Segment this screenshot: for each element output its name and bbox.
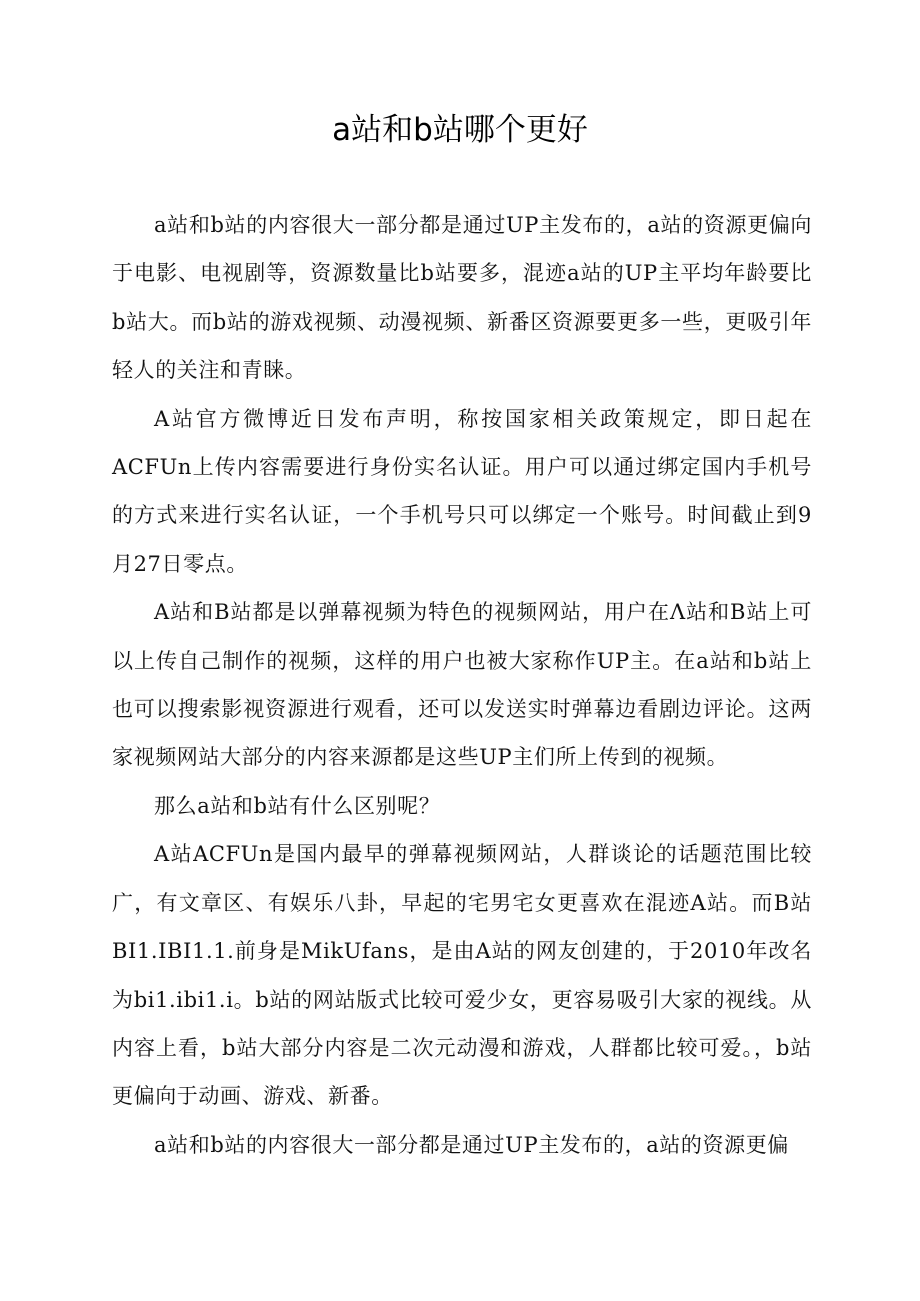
paragraph: a站和b站的内容很大一部分都是通过UP主发布的，a站的资源更偏向于电影、电视剧等，资源数量比b站要多，混迹a站的UP主平均年龄要比b站大。而b站的游戏视频、动漫视频、新番区资源要更多一些，更吸引年轻人的关注和青睐。 xyxy=(112,213,812,383)
paragraph: 那么a站和b站有什么区别呢？ xyxy=(154,793,441,818)
paragraph: A站ACFUn是国内最早的弹幕视频网站，人群谈论的话题范围比较广，有文章区、有娱乐八卦，早起的宅男宅女更喜欢在混迹A站。而B站BI1.IBI1.1.前身是MikUfans，是由A站的网友创建的，于2010年改名为bi1.ibi1.i。b站的网站版式比较可爱少女，更容易吸引大家的视线。从内容上看，b站大部分内容是二次元动漫和游戏，人群都比较可爱。，b站更偏向于动画、游戏、新番。 xyxy=(112,842,812,1109)
paragraph: A站和B站都是以弹幕视频为特色的视频网站，用户在Λ站和B站上可以上传自己制作的视频，这样的用户也被大家称作UP主。在a站和b站上也可以搜索影视资源进行观看，还可以发送实时弹幕边看剧边评论。这两家视频网站大部分的内容来源都是这些UP主们所上传到的视频。 xyxy=(112,600,812,770)
paragraph: a站和b站的内容很大一部分都是通过UP主发布的，a站的资源更偏 xyxy=(154,1132,789,1157)
paragraph: A站官方微博近日发布声明，称按国家相关政策规定，即日起在ACFUn上传内容需要进行身份实名认证。用户可以通过绑定国内手机号的方式来进行实名认证，一个手机号只可以绑定一个账号。时间截止到9月27日零点。 xyxy=(112,406,812,576)
document-body xyxy=(112,201,812,1169)
document-title: a站和b站哪个更好 xyxy=(332,112,588,148)
